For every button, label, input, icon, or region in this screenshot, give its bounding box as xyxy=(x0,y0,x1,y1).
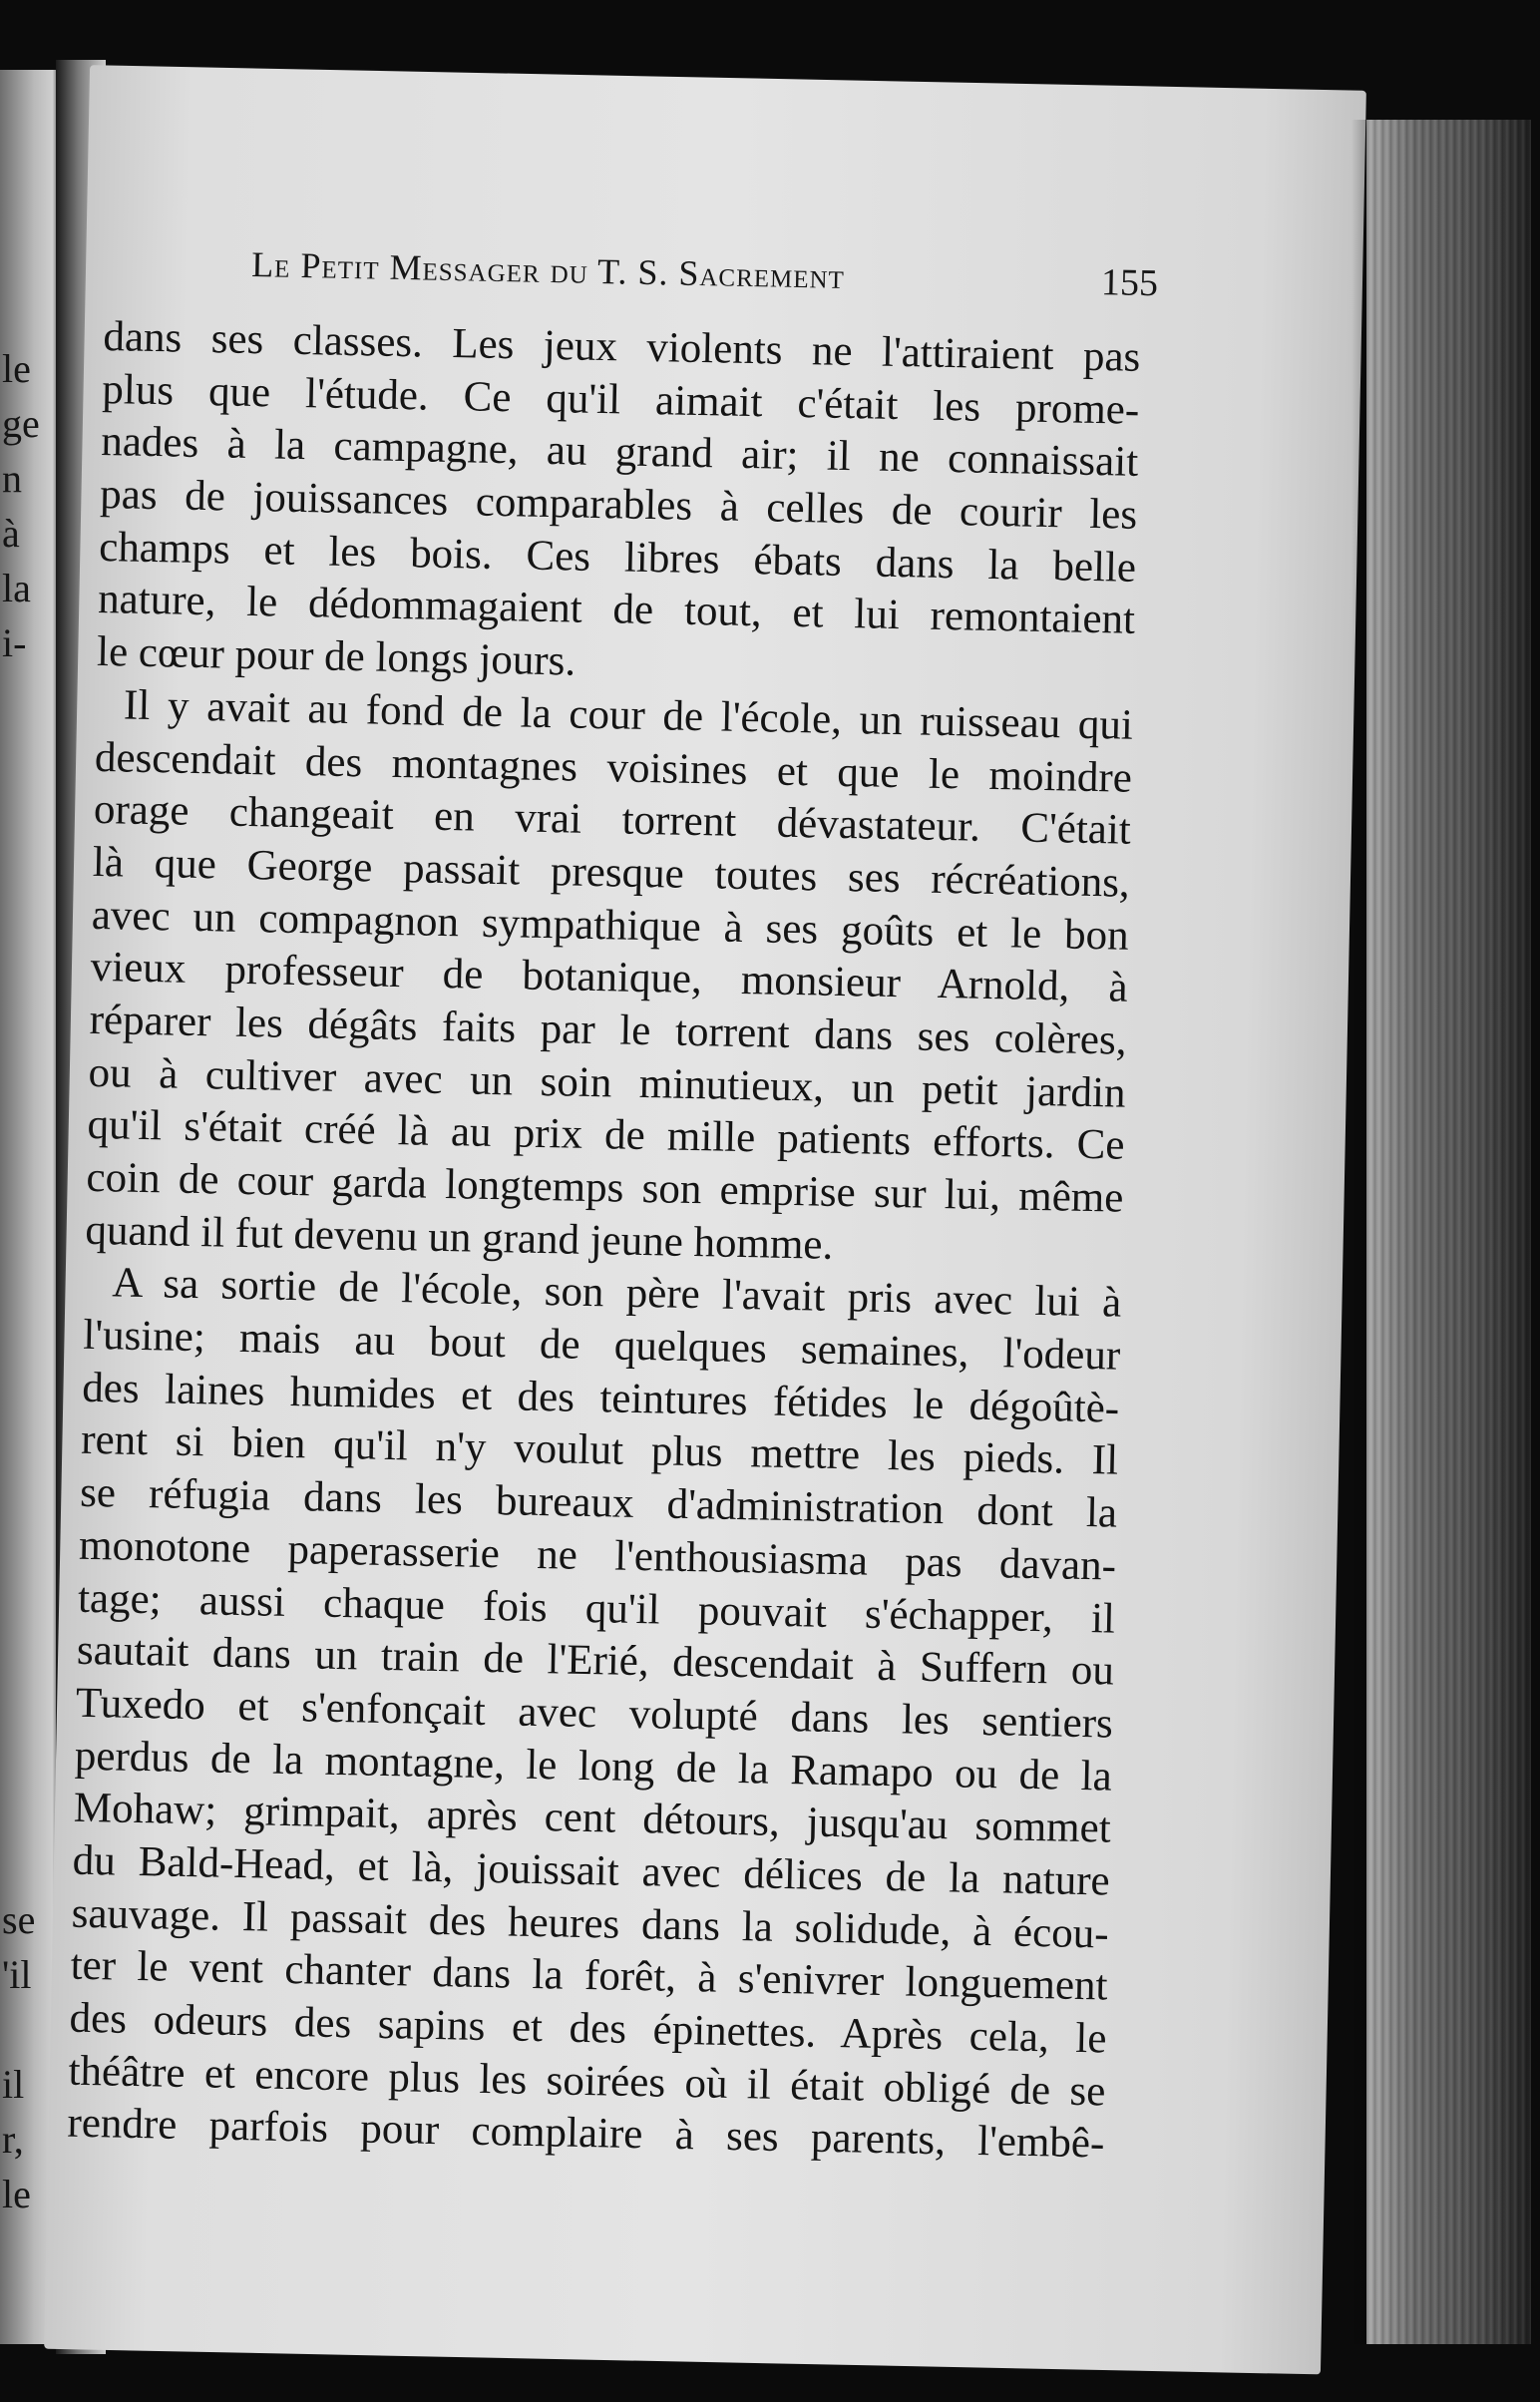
text-line: monotone paperasserie ne l'enthousiasma pas davan- xyxy=(78,1521,1117,1590)
text-line: réparer les dégâts faits par le torrent dans ses colères, xyxy=(89,996,1128,1064)
text-line: qu'il s'était créé là au prix de mille patients efforts. Ce xyxy=(87,1101,1125,1170)
text-line: dans ses classes. Les jeux violents ne l'attiraient pas xyxy=(103,312,1141,381)
facing-page-fragment: se xyxy=(2,1897,36,1942)
text-line: perdus de la montagne, le long de la Ramapo ou de la xyxy=(74,1732,1113,1801)
text-line: se réfugia dans les bureaux d'administration dont la xyxy=(79,1468,1118,1537)
body-text xyxy=(67,311,1141,2172)
text-line: le cœur pour de longs jours. xyxy=(96,628,577,685)
text-line: A sa sortie de l'école, son père l'avait pris avec lui à xyxy=(111,1259,1122,1328)
text-line: champs et les bois. Ces libres ébats dans la belle xyxy=(98,523,1137,592)
text-line: nature, le dédommagaient de tout, et lui remontaient xyxy=(97,576,1136,644)
text-line: sauvage. Il passait des heures dans la solidude, à écou- xyxy=(71,1889,1110,1958)
text-line: quand il fut devenu un grand jeune homme. xyxy=(85,1206,834,1269)
text-line: sautait dans un train de l'Erié, descendait à Suffern ou xyxy=(76,1626,1115,1695)
text-line: avec un compagnon sympathique à ses goûts et le bon xyxy=(91,891,1130,960)
page-number: 155 xyxy=(1100,261,1159,305)
text-line: Il y avait au fond de la cour de l'école, un ruisseau qui xyxy=(123,681,1134,749)
text-line: coin de cour garda longtemps son emprise sur lui, même xyxy=(86,1153,1124,1222)
text-line: rent si bien qu'il n'y voulut plus mettre les pieds. Il xyxy=(80,1416,1119,1485)
facing-page-fragment: ge xyxy=(2,401,40,446)
facing-page-fragment: la xyxy=(2,566,31,610)
facing-page-fragment: i- xyxy=(2,620,27,665)
text-line: théâtre et encore plus les soirées où il était obligé de se xyxy=(68,2047,1106,2116)
page-block-edges xyxy=(1366,120,1531,2344)
text-line: ou à cultiver avec un soin minutieux, un petit jardin xyxy=(88,1048,1126,1117)
text-line: plus que l'étude. Ce qu'il aimait c'était les prome- xyxy=(101,365,1140,434)
text-line: descendait des montagnes voisines et que le moindre xyxy=(94,733,1133,802)
text-line: tage; aussi chaque fois qu'il pouvait s'échapper, il xyxy=(77,1574,1116,1643)
facing-page-fragment: le xyxy=(2,346,31,391)
facing-page-fragment: n xyxy=(2,456,22,501)
facing-page-fragment: à xyxy=(2,511,20,556)
text-line: vieux professeur de botanique, monsieur Arnold, à xyxy=(90,944,1129,1011)
text-line: ter le vent chanter dans la forêt, à s'enivrer longuement xyxy=(70,1941,1108,2010)
text-line: pas de jouissances comparables à celles de courir les xyxy=(99,471,1138,539)
text-line: Mohaw; grimpait, après cent détours, jusqu'au sommet xyxy=(73,1784,1112,1852)
text-line: du Bald-Head, et là, jouissait avec délices de la nature xyxy=(72,1836,1111,1905)
running-title: Le Petit Messager du T. S. Sacrement xyxy=(250,244,846,296)
facing-page-fragment: le xyxy=(2,2172,31,2216)
text-line: des laines humides et des teintures fétides le dégoûtè- xyxy=(81,1364,1120,1432)
text-line: l'usine; mais au bout de quelques semaines, l'odeur xyxy=(82,1311,1121,1380)
text-line: là que George passait presque toutes ses récréations, xyxy=(92,838,1131,907)
text-line: nades à la campagne, au grand air; il ne connaissait xyxy=(100,418,1139,487)
facing-page-fragment: 'il xyxy=(2,1952,32,1997)
facing-page-fragment: il xyxy=(2,2062,25,2107)
text-line: Tuxedo et s'enfonçait avec volupté dans les sentiers xyxy=(75,1679,1114,1748)
facing-page-fragment: r, xyxy=(2,2117,24,2162)
text-line: rendre parfois pour complaire à ses parents, l'embê- xyxy=(67,2100,1105,2168)
text-line: des odeurs des sapins et des épinettes. Après cela, le xyxy=(69,1994,1107,2063)
text-line: orage changeait en vrai torrent dévastateur. C'était xyxy=(93,786,1132,854)
